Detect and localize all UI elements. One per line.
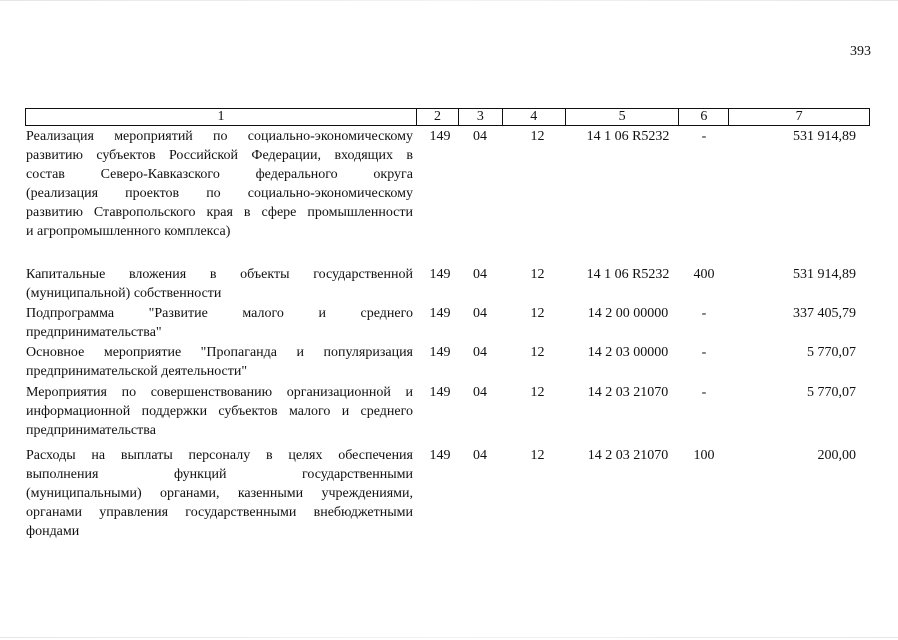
row-csr: 14 2 00 00000 [587,306,669,321]
table-row [25,127,870,241]
row-name [25,127,416,241]
name-line: (муниципальной) собственности [26,286,222,301]
row-sum: 337 405,79 [793,306,856,321]
row-csr: 14 2 03 21070 [587,448,669,463]
row-pr: 12 [530,448,545,463]
row-gr: 149 [429,129,451,144]
name-line: фондами [26,524,80,539]
table-row [25,343,870,381]
row-vr: - [701,129,707,144]
row-name [25,383,416,440]
table-header [25,108,870,126]
row-pr: 12 [530,345,545,360]
row-vr: - [701,306,707,321]
name-line: Реализация мероприятий по социально-экономическому [26,129,413,144]
header-col-5: 5 [565,109,679,125]
table-row [25,304,870,342]
name-line: развитию Ставропольского края в сфере промышленности [26,205,413,220]
name-line: (реализация проектов по социально-экономическому [26,186,413,201]
row-sum: 5 770,07 [807,345,856,360]
row-name [25,446,416,541]
row-vr: 100 [693,448,715,463]
scan-top-edge [0,0,898,1]
row-gr: 149 [429,448,451,463]
row-rz: 04 [473,345,487,360]
row-csr: 14 1 06 R5232 [586,267,670,282]
name-line: Основное мероприятие "Пропаганда и популяризация [26,345,413,360]
header-col-2: 2 [416,109,458,125]
row-rz: 04 [473,267,487,282]
table-row [25,446,870,541]
header-col-6: 6 [678,109,728,125]
name-line: состав Северо-Кавказского федерального округа [26,167,413,182]
name-line: предпринимательства" [26,325,162,340]
row-rz: 04 [473,385,487,400]
name-line: Мероприятия по совершенствованию организационной и [26,385,413,400]
row-csr: 14 2 03 21070 [587,385,669,400]
header-col-1: 1 [217,109,225,124]
name-line: предпринимательства [26,423,156,438]
row-vr: - [701,385,707,400]
name-line: выполнения функций государственными [26,467,413,482]
row-sum: 200,00 [817,448,856,463]
row-rz: 04 [473,448,487,463]
header-col-7: 7 [728,109,869,125]
row-sum: 5 770,07 [807,385,856,400]
row-gr: 149 [429,306,451,321]
row-sum: 531 914,89 [793,267,856,282]
table-row [25,383,870,440]
row-name [25,343,416,381]
row-vr: 400 [693,267,715,282]
row-vr: - [701,345,707,360]
header-col-4: 4 [502,109,565,125]
header-col-3: 3 [458,109,502,125]
name-line: (муниципальными) органами, казенными учреждениями, [26,486,413,501]
name-line: Расходы на выплаты персоналу в целях обеспечения [26,448,413,463]
name-line: Капитальные вложения в объекты государственной [26,267,413,282]
row-gr: 149 [429,267,451,282]
row-csr: 14 1 06 R5232 [586,129,670,144]
row-sum: 531 914,89 [793,129,856,144]
name-line: органами управления государственными внебюджетными [26,505,413,520]
row-pr: 12 [530,267,545,282]
budget-table [25,108,870,539]
row-name [25,304,416,342]
row-gr: 149 [429,385,451,400]
row-pr: 12 [530,306,545,321]
name-line: информационной поддержки субъектов малого и среднего [26,404,413,419]
row-rz: 04 [473,129,487,144]
row-name [25,265,416,303]
row-pr: 12 [530,129,545,144]
name-line: Подпрограмма "Развитие малого и среднего [26,306,413,321]
row-csr: 14 2 03 00000 [587,345,669,360]
name-line: и агропромышленного комплекса) [26,224,231,239]
row-pr: 12 [530,385,545,400]
name-line: предпринимательской деятельности" [26,364,248,379]
name-line: развитию субъектов Российской Федерации, входящих в [26,148,413,163]
scan-bottom-edge [0,637,898,638]
table-row [25,265,870,303]
row-rz: 04 [473,306,487,321]
page-number: 393 [850,44,871,59]
row-gr: 149 [429,345,451,360]
